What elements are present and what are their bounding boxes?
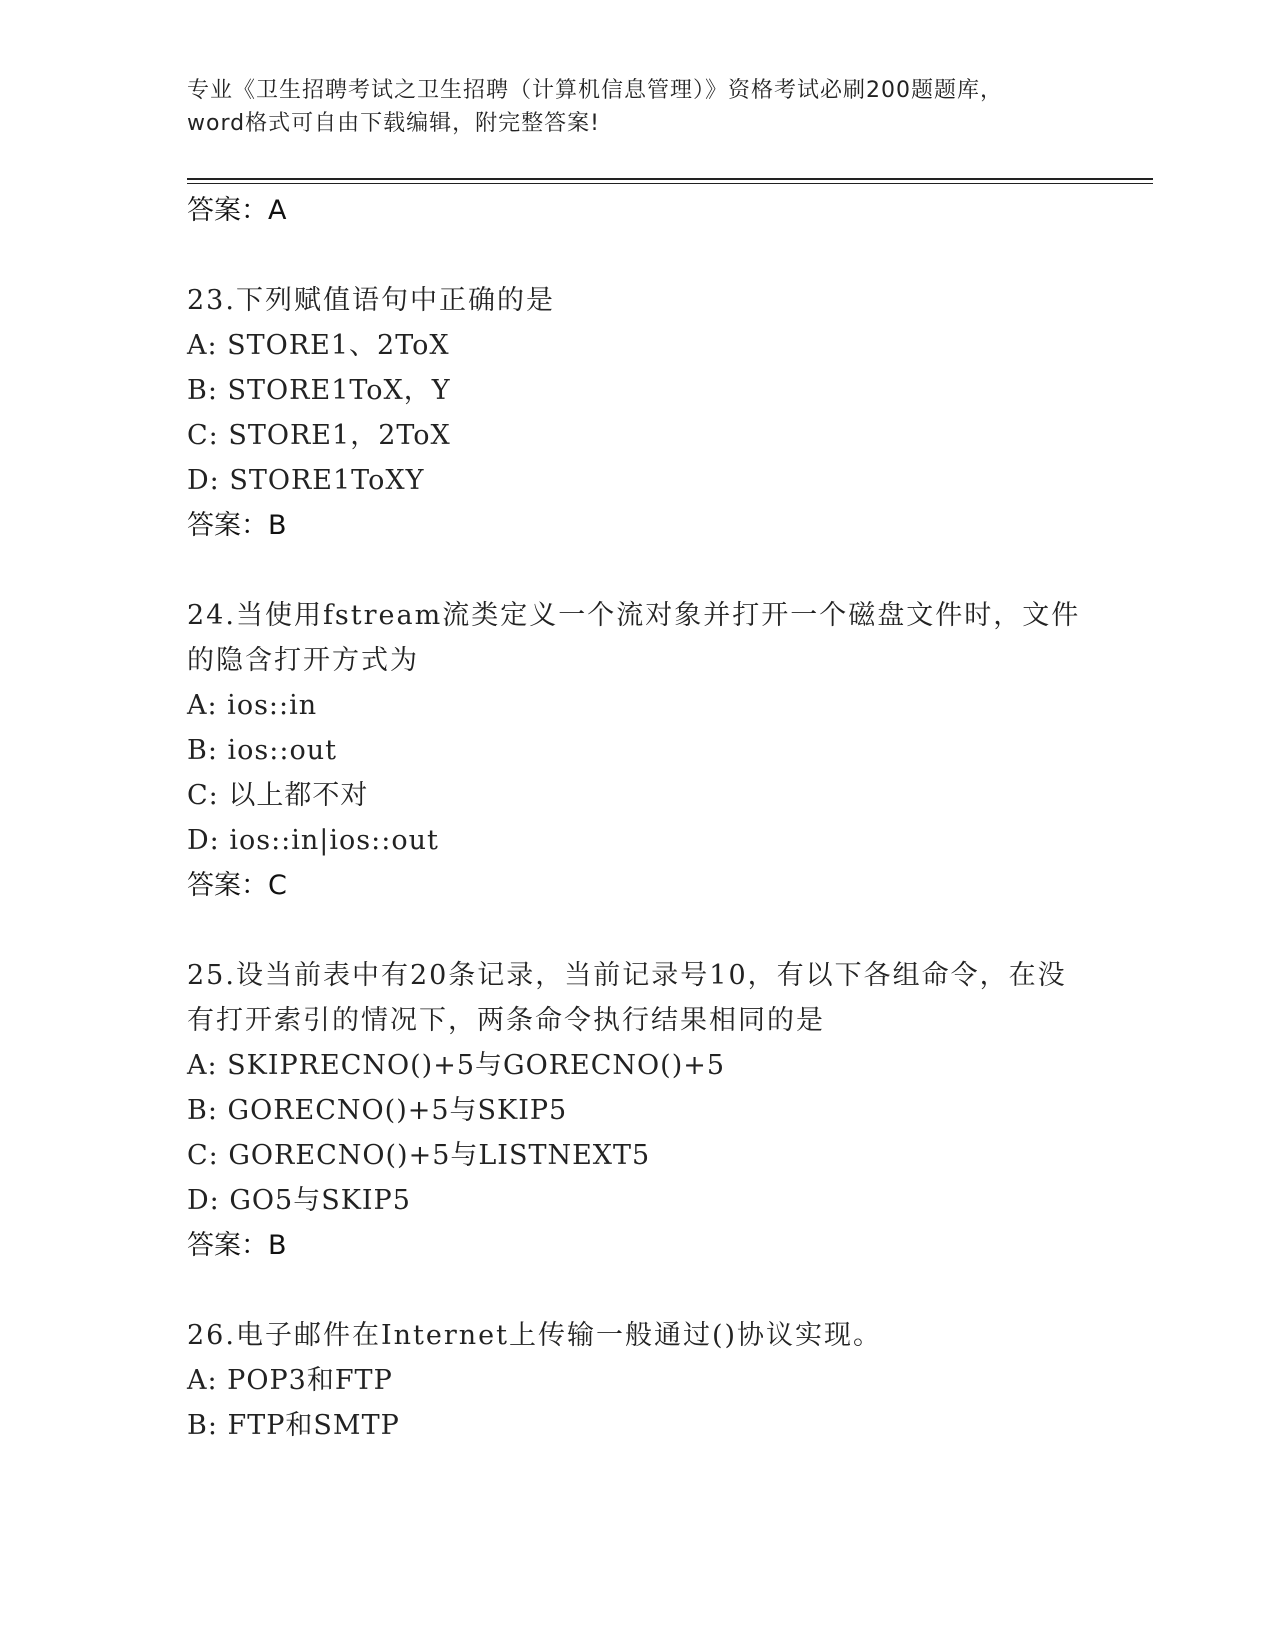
- option-d: D: ios::in|ios::out: [187, 825, 439, 856]
- answer-line: 答案：A: [187, 195, 287, 226]
- option-b: B: ios::out: [187, 735, 337, 766]
- option-a: A: SKIPRECNO()+5与GORECNO()+5: [187, 1050, 726, 1081]
- answer-line: 答案：B: [187, 510, 287, 541]
- header-line-2: word格式可自由下载编辑，附完整答案!: [187, 111, 600, 136]
- answer-line: 答案：B: [187, 1230, 287, 1261]
- option-c: C: STORE1，2ToX: [187, 420, 451, 451]
- question-text: 24.当使用fstream流类定义一个流对象并打开一个磁盘文件时，文件的隐含打开方式为: [187, 600, 1081, 676]
- header-divider-thin: [187, 183, 1153, 184]
- option-b: B: GORECNO()+5与SKIP5: [187, 1095, 568, 1126]
- question-25: [187, 953, 1087, 1268]
- question-text: 25.设当前表中有20条记录，当前记录号10，有以下各组命令，在没有打开索引的情况下，两条命令执行结果相同的是: [187, 960, 1067, 1036]
- question-list: [187, 188, 1087, 1448]
- option-b: B: STORE1ToX，Y: [187, 375, 451, 406]
- question-24: [187, 593, 1087, 908]
- option-a: A: POP3和FTP: [187, 1365, 393, 1396]
- question-text: 23.下列赋值语句中正确的是: [187, 285, 555, 316]
- question-26: [187, 1313, 1087, 1448]
- option-d: D: GO5与SKIP5: [187, 1185, 411, 1216]
- option-a: A: STORE1、2ToX: [187, 330, 450, 361]
- option-a: A: ios::in: [187, 690, 318, 721]
- option-c: C: 以上都不对: [187, 780, 369, 811]
- header-line-1: 专业《卫生招聘考试之卫生招聘（计算机信息管理）》资格考试必刷200题题库，: [187, 78, 1003, 103]
- option-b: B: FTP和SMTP: [187, 1410, 400, 1441]
- option-c: C: GORECNO()+5与LISTNEXT5: [187, 1140, 651, 1171]
- answer-line: 答案：C: [187, 870, 287, 901]
- page-header: [187, 74, 1067, 140]
- option-d: D: STORE1ToXY: [187, 465, 425, 496]
- question-23: [187, 278, 1087, 548]
- header-divider-thick: [187, 178, 1153, 180]
- question-text: 26.电子邮件在Internet上传输一般通过()协议实现。: [187, 1320, 883, 1351]
